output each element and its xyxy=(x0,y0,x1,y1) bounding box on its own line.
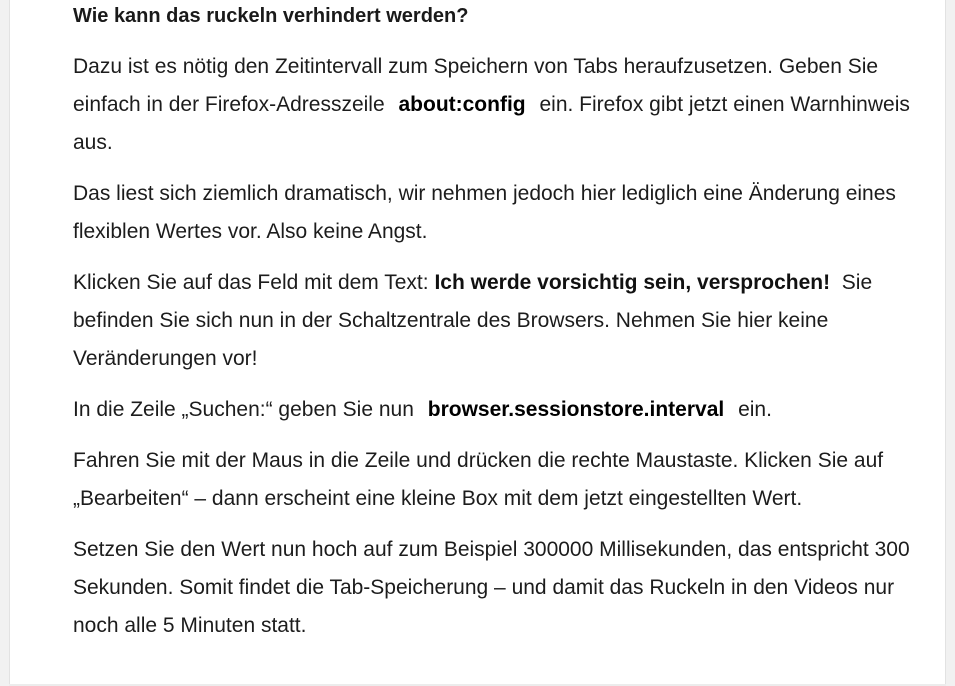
paragraph-text: ein. Firefox gibt jetzt einen Warnhinweis aus. xyxy=(73,93,910,154)
paragraph-text: Setzen Sie den Wert nun hoch auf zum Beispiel 300000 Millisekunden, das entspricht 300 Sekunden. Somit findet die Tab-Speicherung – und damit das Ruckeln in den Videos nur noch alle 5 Minuten statt. xyxy=(73,538,910,637)
paragraph-warning xyxy=(73,175,923,251)
paragraph-text: Sie befinden Sie sich nun in der Schaltzentrale des Browsers. Nehmen Sie hier keine Veränderungen vor! xyxy=(73,271,873,370)
paragraph-text: ein. xyxy=(738,398,772,421)
paragraph-text: Fahren Sie mit der Maus in die Zeile und drücken die rechte Maustaste. Klicken Sie auf „Bearbeiten“ – dann erscheint eine kleine Box mit dem jetzt eingestellten Wert. xyxy=(73,449,884,510)
sessionstore-keyword: browser.sessionstore.interval xyxy=(427,398,725,421)
article-page xyxy=(9,0,946,686)
paragraph-about-config xyxy=(73,48,923,162)
about-config-keyword: about:config xyxy=(398,93,526,116)
paragraph-set-value xyxy=(73,531,923,645)
paragraph-text: Dazu ist es nötig den Zeitintervall zum Speichern von Tabs heraufzusetzen. Geben Sie einfach in der Firefox-Adresszeile xyxy=(73,55,879,116)
section-heading: Wie kann das ruckeln verhindert werden? xyxy=(73,5,469,27)
paragraph-accept-risk xyxy=(73,264,923,378)
paragraph-text: In die Zeile „Suchen:“ geben Sie nun xyxy=(73,398,414,421)
paragraph-edit xyxy=(73,442,923,518)
paragraph-text: Klicken Sie auf das Feld mit dem Text: xyxy=(73,271,429,294)
paragraph-search xyxy=(73,391,923,429)
accept-risk-label: Ich werde vorsichtig sein, versprochen! xyxy=(434,271,831,294)
paragraph-text: Das liest sich ziemlich dramatisch, wir nehmen jedoch hier lediglich eine Änderung eines flexiblen Wertes vor. Also keine Angst. xyxy=(73,182,896,243)
article-content xyxy=(73,0,923,645)
